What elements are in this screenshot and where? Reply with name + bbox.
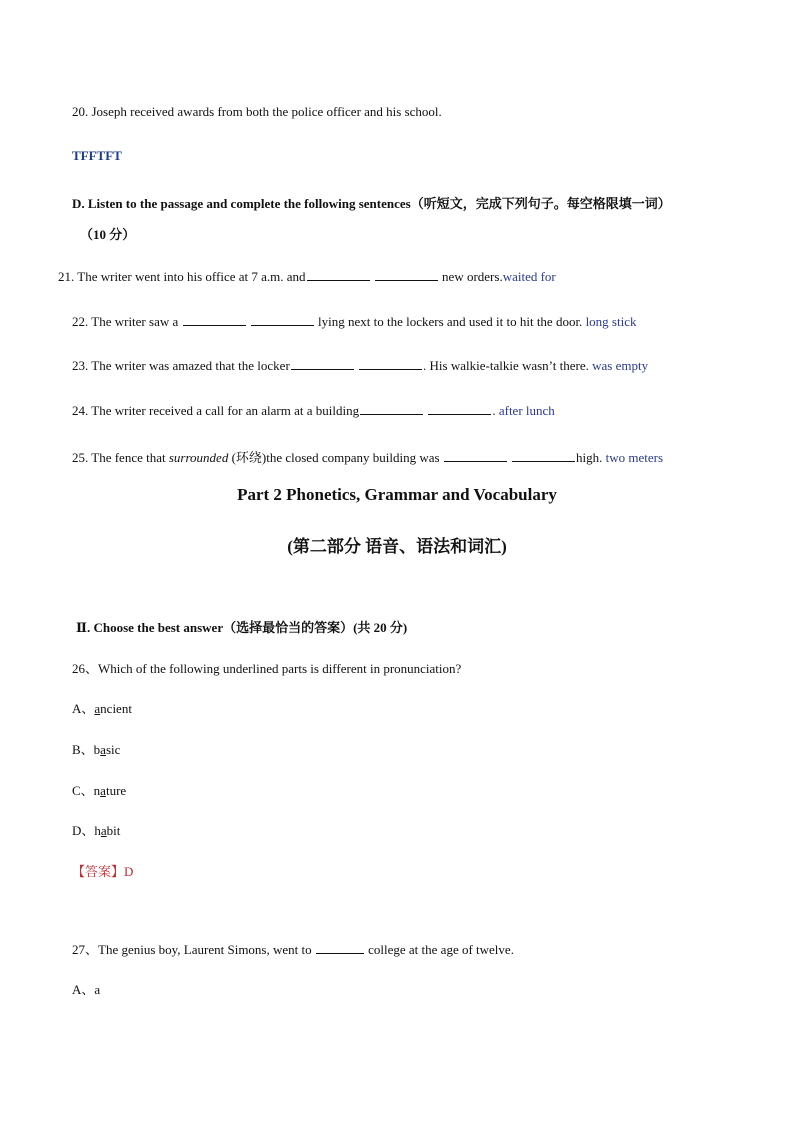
answer-text: waited for (502, 269, 556, 284)
answer-tf: TFFTFT (72, 148, 122, 163)
blank[interactable] (316, 941, 364, 954)
section-d-heading: D. Listen to the passage and complete the following sentences（听短文，完成下列句子。每空格限填一词） (72, 196, 671, 211)
answer-text: was empty (592, 358, 649, 373)
part2-title: Part 2 Phonetics, Grammar and Vocabulary (237, 485, 557, 504)
answer-text: two meters (605, 450, 664, 465)
question-22: 22. The writer saw a lying next to the lockers and used it to hit the door. long stick (72, 314, 637, 329)
option-b[interactable]: B、basic (72, 742, 121, 757)
blank[interactable] (375, 268, 438, 281)
blank[interactable] (291, 357, 354, 370)
answer-text: long stick (585, 314, 637, 329)
blank[interactable] (428, 402, 491, 415)
option-a[interactable]: A、ancient (72, 701, 132, 716)
section-ii-heading: Ⅱ. Choose the best answer（选择最恰当的答案）(共 20 分) (76, 620, 408, 635)
blank[interactable] (251, 313, 314, 326)
blank[interactable] (359, 357, 422, 370)
answer-text: after lunch (498, 403, 555, 418)
question-25: 25. The fence that surrounded (环绕)the closed company building was high. two meters (72, 450, 664, 465)
blank[interactable] (512, 449, 575, 462)
answer-key: 【答案】D (72, 864, 134, 879)
question-27: 27、The genius boy, Laurent Simons, went to college at the age of twelve. (72, 942, 514, 957)
section-d-points: （10 分） (80, 227, 136, 242)
part2-subtitle: (第二部分 语音、语法和词汇) (287, 537, 507, 556)
question-23: 23. The writer was amazed that the locker . His walkie-talkie wasn’t there. was empty (72, 358, 649, 373)
option-d[interactable]: D、habit (72, 823, 121, 838)
blank[interactable] (444, 449, 507, 462)
option-c[interactable]: C、nature (72, 783, 127, 798)
blank[interactable] (360, 402, 423, 415)
question-21: 21. The writer went into his office at 7 a.m. and new orders.waited for (58, 269, 556, 284)
blank[interactable] (183, 313, 246, 326)
question-20: 20. Joseph received awards from both the police officer and his school. (72, 104, 442, 119)
option-a-27[interactable]: A、a (72, 982, 101, 997)
question-26-stem: 26、Which of the following underlined parts is different in pronunciation? (72, 661, 462, 676)
blank[interactable] (307, 268, 370, 281)
question-24: 24. The writer received a call for an alarm at a building . after lunch (72, 403, 555, 418)
